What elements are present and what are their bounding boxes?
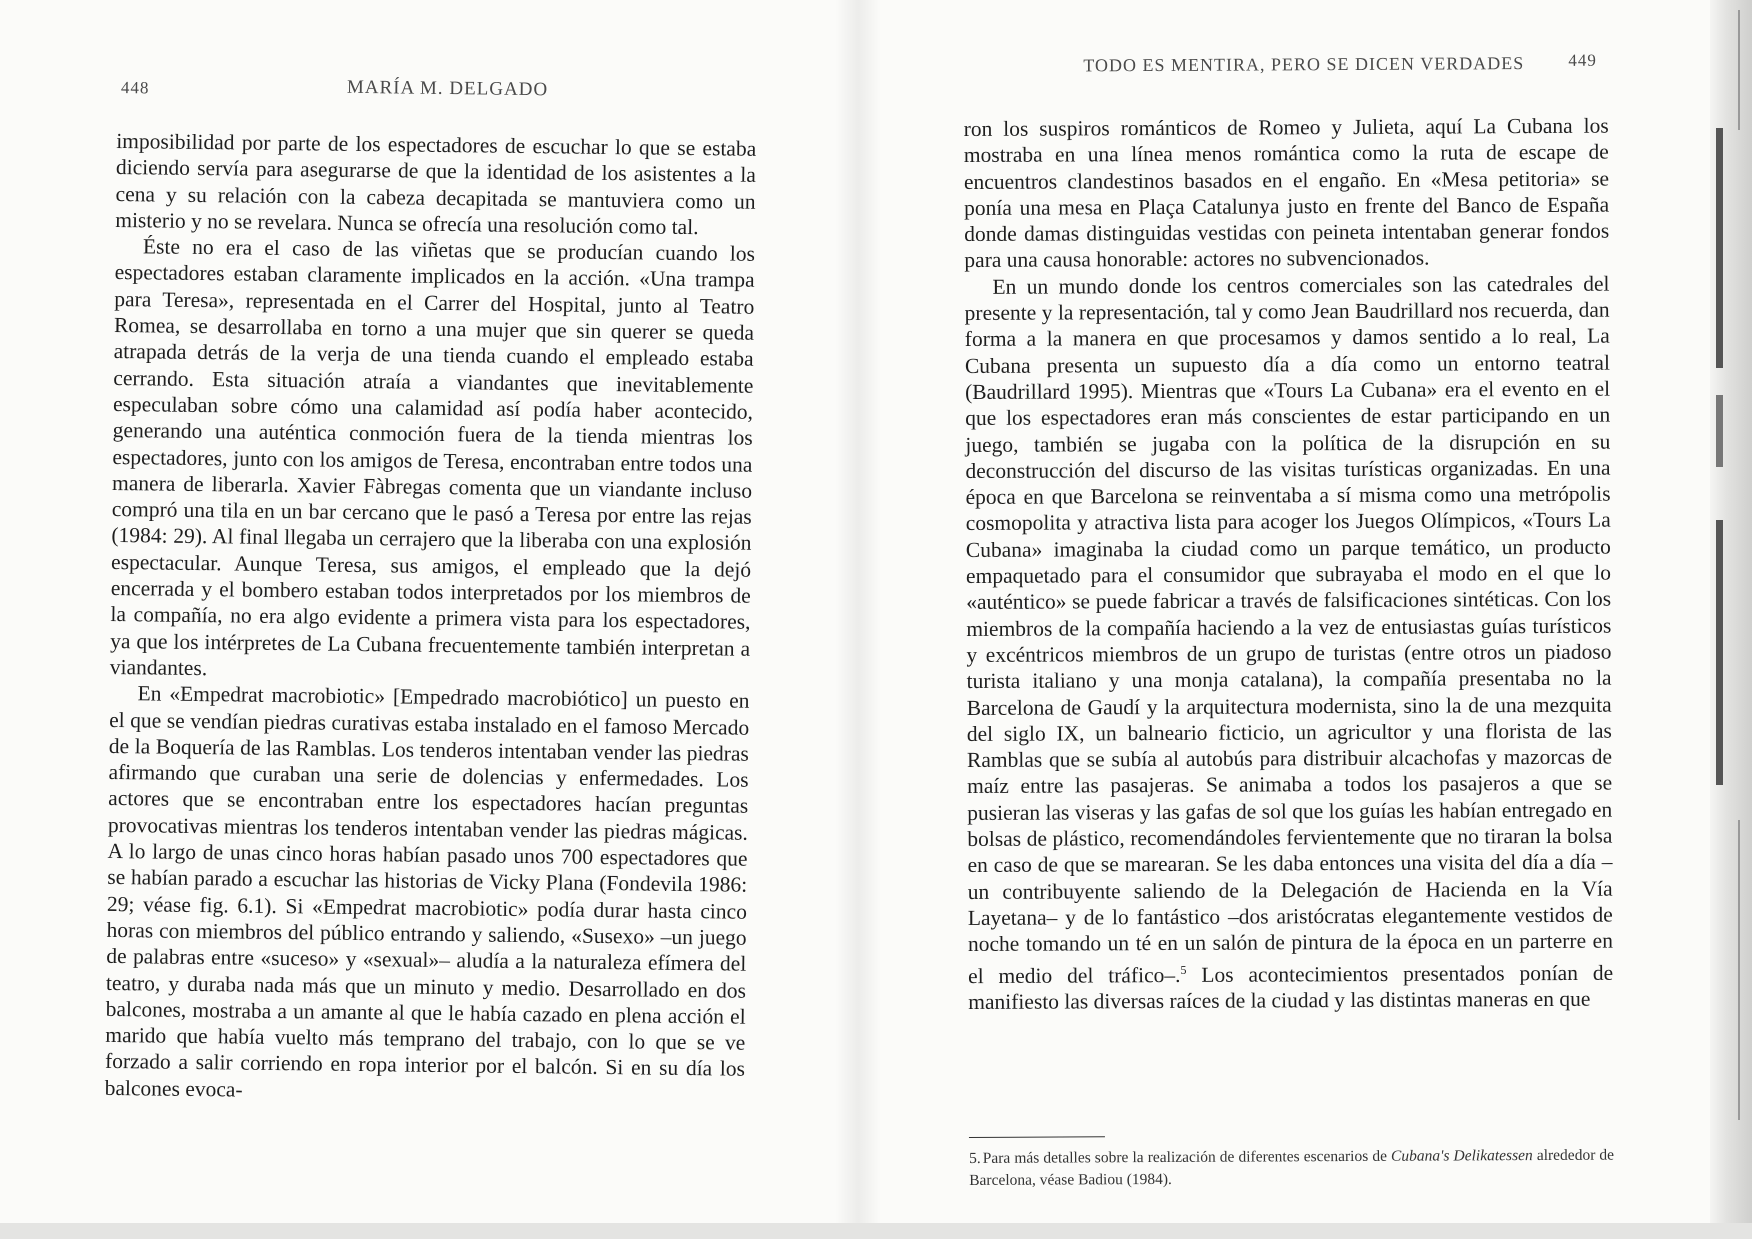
footnote-ref[interactable]: 5	[1180, 962, 1187, 977]
footnote-title: Cubana's Delikatessen	[1390, 1147, 1533, 1165]
paragraph: imposibilidad por parte de los espectadores de escuchar lo que se estaba diciendo servía para asegurarse de que la identidad de los asistentes a la cena y su relación con la cabeza decapitada se mantuviera como un misterio y no se revelara. Nunca se ofrecía una resolución como tal.	[115, 128, 757, 239]
left-running-head	[117, 70, 757, 102]
paragraph: Éste no era el caso de las viñetas que se producían cuando los espectadores estaban claramente implicados en la acción. «Una trampa para Teresa», representada en el Carrer del Hospital, junto al Teatro Romea, se desarrollaba en torno a una mujer que sin querer se queda atrapada detrás de la verja de una tienda cuando el empleado estaba cerrando. Esta situación atraía a viandantes que inevitablemente especulaban sobre cómo una calamidad así podía haber acontecido, generando una auténtica conmoción fuera de la tienda mientras los espectadores, junto con los amigos de Teresa, encontraban entre todos una manera de liberarla. Xavier Fàbregas comenta que un viandante incluso compró una tila en un bar cercano que le pasó a Teresa por entre las rejas (1984: 29). Al final llegaba un cerrajero que la liberaba con una explosión espectacular. Aunque Teresa, sus amigos, el empleado que la dejó encerrada y el bombero estaban todos interpretados por los miembros de la compañía, no era algo evidente a primera vista para los espectadores, ya que los intérpretes de La Cubana frecuentemente también interpretan a viandantes.	[109, 234, 756, 681]
right-running-head	[963, 50, 1608, 94]
paragraph: En «Empedrat macrobiotic» [Empedrado macrobiótico] un puesto en el que se vendían piedras curativas estaba instalado en el famoso Mercado de la Boquería de las Ramblas. Los tenderos intentaban vender las piedras afirmando que curaban una serie de dolencias y enfermedades. Los actores que se encontraban entre los espectadores hacían preguntas provocativas mientras los tenderos intentaban vender las piedras mágicas. A lo largo de unas cinco horas habían pasado unos 700 espectadores que se habían parado a escuchar las historias de Vicky Plana (Fondevila 1986: 29; véase fig. 6.1). Si «Empedrat macrobiotic» podía durar hasta cinco horas con miembros del público entrando y saliendo, «Susexo» –un juego de palabras entre «suceso» y «sexual»– aludía a la naturaleza efímera del teatro, y duraba nada más que un minuto y medio. Desarrollado en dos balcones, mostraba a un amante al que le había cazado en plena acción el marido que había vuelto más temprano del trabajo, con lo que se ve forzado a salir corriendo en ropa interior por el balcón. Si en su día los balcones evoca-	[104, 681, 750, 1102]
edge-line	[1738, 820, 1740, 1120]
footnote-rule	[969, 1136, 1105, 1138]
paragraph	[964, 270, 1613, 1015]
left-page	[104, 0, 758, 1102]
paragraph-text: En un mundo donde los centros comerciales son las catedrales del presente y la representación, tal y como Jean Baudrillard nos recuerda, dan forma a la manera en que procesamos y damos sentido a lo real, La Cubana presenta un supuesto día a día como un entorno teatral (Baudrillard 1995). Mientras que «Tours La Cubana» era el evento en el que los espectadores eran más conscientes de estar participando en un juego, también se jugaba con la política de la disrupción en su deconstrucción del discurso de las visitas turísticas organizadas. En una época en que Barcelona se reinventaba a sí misma como una metrópolis cosmopolita y atractiva lista para acoger los Juegos Olímpicos, «Tours La Cubana» imaginaba la ciudad como un parque temático, un producto empaquetado para el consumidor que subrayaba el modo en el que lo «auténtico» se puede fabricar a través de falsificaciones sintéticas. Con los miembros de la compañía haciendo a la vez de entusiastas guías turísticos y excéntricos miembros de un grupo de turistas (entre otros un piadoso turista italiano y una monja catalana), la compañía presentaba no la Barcelona de Gaudí y la arquitectura modernista, sino la de una mezquita del siglo IX, un balneario ficticio, un agricultor y una florista de las Ramblas que se subía al autobús para distribuir alcachofas y mazorcas de maíz entre las pasajeras. Se animaba a todos los pasajeros a que se pusieran las viseras y las gafas de sol que los guías les habían entregado en bolsas de plástico, recomendándoles fervientemente que no tiraran la bolsa en caso de que se marearan. Se les daba entonces una visita del día a día –un contribuyente saliendo de la Delegación de Hacienda en la Vía Layetana– y de lo fantástico –dos aristócratas elegantemente vestidos de noche tomando un té en un salón de pintura de la época en un parterre en el medio del tráfico–.	[964, 271, 1613, 988]
footnote-number: 5.	[969, 1149, 981, 1167]
edge-mark	[1716, 128, 1723, 368]
footnote-text: Para más detalles sobre la realización de diferentes escenarios de	[982, 1147, 1392, 1167]
gutter-shadow	[835, 0, 881, 1239]
page-number: 449	[1568, 50, 1597, 70]
paragraph: ron los suspiros románticos de Romeo y Julieta, aquí La Cubana los mostraba en una línea menos romántica como la ruta de escape de encuentros clandestinos basados en el engaño. En «Mesa petitoria» se ponía una mesa en Plaça Catalunya justo en frente del Banco de España donde damas distinguidas vestidas con peineta intentaban generar fondos para una causa honorable: actores no subvencionados.	[963, 113, 1610, 273]
author-name: MARÍA M. DELGADO	[346, 76, 549, 101]
footnote-text: alrededor de Barcelona, véase Badiou (1984).	[969, 1146, 1615, 1189]
footnote	[969, 1145, 1614, 1192]
edge-line	[1738, 10, 1740, 130]
page-number: 448	[120, 78, 150, 98]
chapter-title: TODO ES MENTIRA, PERO SE DICEN VERDADES	[1083, 53, 1525, 76]
edge-mark	[1716, 520, 1723, 785]
bottom-edge	[0, 1223, 1752, 1239]
left-body-text	[105, 128, 757, 1109]
edge-mark	[1716, 395, 1723, 467]
right-body-text	[964, 113, 1614, 1016]
paragraph-text: Los acontecimientos presentados ponían de manifiesto las diversas raíces de la ciudad y las distintas maneras en que	[968, 960, 1614, 1014]
